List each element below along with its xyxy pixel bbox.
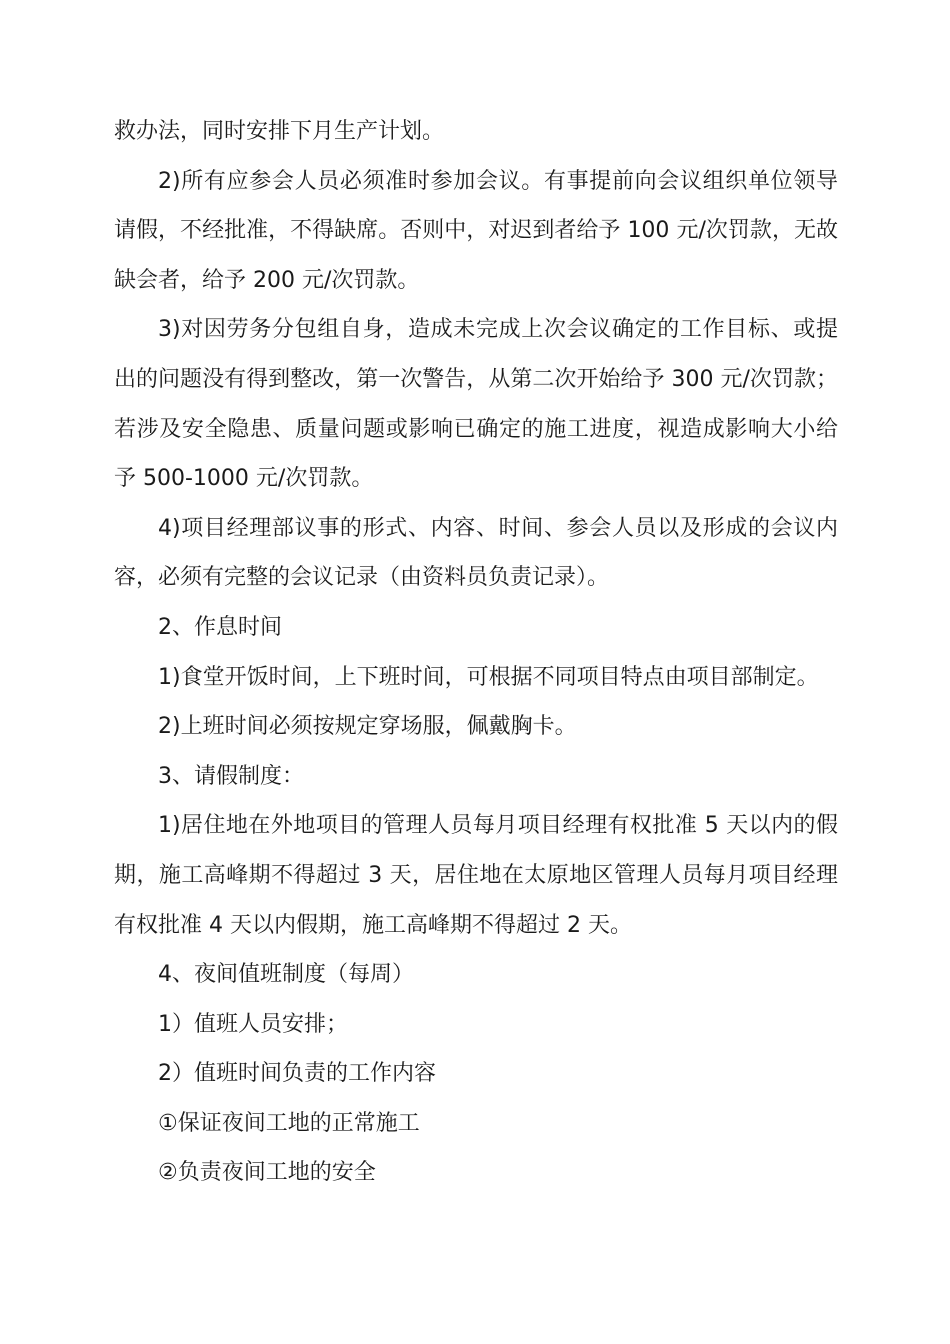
paragraph-subcontractor-penalty: 3)对因劳务分包组自身，造成未完成上次会议确定的工作目标、或提出的问题没有得到整改，第一次警告，从第二次开始给予 300 元/次罚款；若涉及安全隐患、质量问题或影响已确定的施工进度，视造成影响大小给予 500-1000 元/次罚款。 — [114, 317, 838, 492]
paragraph-uniform-badge: 2)上班时间必须按规定穿场服，佩戴胸卡。 — [158, 714, 577, 740]
paragraph-meeting-attendance: 2)所有应参会人员必须准时参加会议。有事提前向会议组织单位领导请假，不经批准，不得缺席。否则中，对迟到者给予 100 元/次罚款，无故缺会者，给予 200 元/次罚款。 — [114, 168, 838, 293]
list-item-duty-content: 2）值班时间负责的工作内容 — [158, 1061, 436, 1087]
section-heading-leave-policy: 3、请假制度： — [158, 763, 304, 789]
paragraph-leave-approval: 1)居住地在外地项目的管理人员每月项目经理有权批准 5 天以内的假期，施工高峰期不得超过 3 天，居住地在太原地区管理人员每月项目经理有权批准 4 天以内假期，施工高峰期不得超过 2 天。 — [114, 813, 838, 938]
paragraph-1: 救办法，同时安排下月生产计划。 — [114, 119, 445, 144]
list-item-site-safety: ②负责夜间工地的安全 — [158, 1160, 376, 1186]
paragraph-meeting-records: 4)项目经理部议事的形式、内容、时间、参会人员以及形成的会议内容，必须有完整的会议记录（由资料员负责记录）。 — [114, 515, 838, 591]
list-item-normal-construction: ①保证夜间工地的正常施工 — [158, 1110, 420, 1136]
section-heading-night-duty: 4、夜间值班制度（每周） — [158, 962, 414, 988]
document-body — [114, 107, 838, 1198]
paragraph-canteen-hours: 1)食堂开饭时间，上下班时间，可根据不同项目特点由项目部制定。 — [158, 664, 819, 690]
section-heading-work-hours: 2、作息时间 — [158, 614, 282, 640]
list-item-duty-staffing: 1）值班人员安排； — [158, 1011, 348, 1037]
